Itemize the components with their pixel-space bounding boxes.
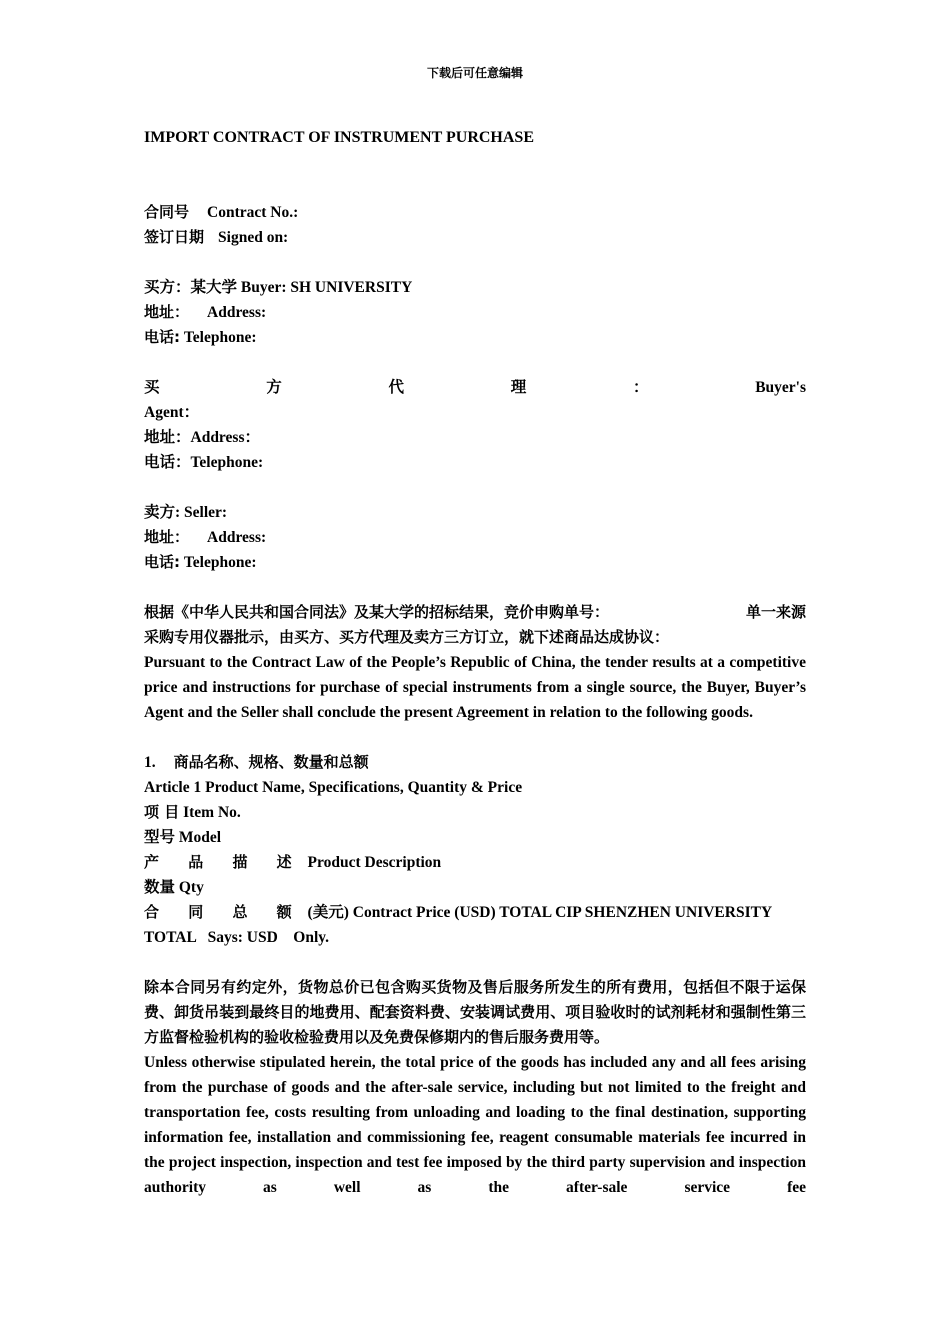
contract-price-line (144, 900, 806, 925)
seller-address-line (144, 525, 806, 550)
contract-no-label-cn: 合同号 (144, 203, 190, 221)
buyer-line: 买方：某大学 Buyer: SH UNIVERSITY (144, 279, 413, 296)
buyer-agent-line-2: Agent： (144, 404, 200, 421)
buyer-address-cn: 地址： (144, 303, 190, 321)
pursuant-cn-part-a: 根据《中华人民共和国合同法》及某大学的招标结果，竞价申购单号： (144, 603, 610, 621)
contract-price-cn: 合 同 总 额 (144, 903, 304, 921)
qty-line: 数量 Qty (144, 879, 204, 896)
seller-tel-en: Telephone: (183, 554, 257, 571)
item-no-cn: 项 目 (144, 803, 180, 821)
buyer-tel-cn: 电话: (144, 328, 180, 346)
price-clause-en-paragraph: Unless otherwise stipulated herein, the total price of the goods has included any and all fees arising from the purchase of goods and the after-sale service, including but not limited to the freight and transportation fee, costs resulting from unloading and loading to the final destination, supporting information fee, installation and commissioning fee, reagent consumable materials fee incurred in the project inspection, inspection and test fee imposed by the third party supervision and inspection authority as well as the after-sale service fee (144, 1054, 806, 1196)
contract-document (144, 125, 806, 1200)
page-header-note: 下载后可任意编辑 (426, 66, 523, 80)
buyer-tel-en: Telephone: (183, 329, 257, 346)
contract-no-label-en: Contract No.: (207, 204, 299, 221)
pursuant-cn-part-b: 单一来源 (745, 603, 806, 621)
product-description-cn: 产 品 描 述 (144, 853, 304, 871)
model-line: 型号 Model (144, 829, 222, 846)
product-description-en: Product Description (307, 854, 442, 871)
seller-telephone-line (144, 550, 806, 575)
signed-on-label-en: Signed on: (218, 229, 289, 246)
buyer-agent-telephone-line: 电话：Telephone: (144, 454, 264, 471)
seller-tel-cn: 电话: (144, 553, 180, 571)
total-says-line: TOTAL Says: USD Only. (144, 929, 330, 946)
pursuant-cn-line-1 (144, 600, 806, 625)
buyer-agent-address-line: 地址：Address： (144, 429, 260, 446)
pursuant-en-paragraph: Pursuant to the Contract Law of the People’s Republic of China, the tender results at a competitive price and instructions for purchase of special instruments from a single source, the Buyer, Buyer’s Agent and the Seller shall conclude the present Agreement in relation to the following goods. (144, 654, 806, 721)
seller-line: 卖方: Seller: (144, 504, 228, 521)
article-1-cn-title: 商品名称、规格、数量和总额 (173, 753, 369, 771)
price-clause-cn-paragraph: 除本合同另有约定外，货物总价已包含购买货物及售后服务所发生的所有费用，包括但不限于运保费、卸货吊装到最终目的地费用、配套资料费、安装调试费用、项目验收时的试剂耗材和强制性第三方监督检验机构的验收检验费用以及免费保修期内的售后服务费用等。 (144, 978, 806, 1046)
seller-address-cn: 地址： (144, 528, 190, 546)
buyer-address-line (144, 300, 806, 325)
pursuant-cn-line-2: 采购专用仪器批示，由买方、买方代理及卖方三方订立，就下述商品达成协议： (144, 628, 670, 646)
signed-on-line (144, 225, 806, 250)
product-description-line (144, 850, 806, 875)
buyer-address-en: Address: (207, 304, 267, 321)
contract-price-en: (美元) Contract Price (USD) TOTAL CIP SHENZHEN UNIVERSITY (307, 904, 773, 921)
item-no-en: Item No. (183, 804, 241, 821)
item-no-line (144, 800, 806, 825)
contract-title: IMPORT CONTRACT OF INSTRUMENT PURCHASE (144, 129, 534, 146)
article-1-en-heading: Article 1 Product Name, Specifications, Quantity & Price (144, 779, 523, 796)
buyer-telephone-line (144, 325, 806, 350)
signed-on-label-cn: 签订日期 (144, 228, 205, 246)
contract-no-line (144, 200, 806, 225)
article-1-number: 1. (144, 754, 156, 771)
article-1-cn-heading (144, 750, 806, 775)
buyer-agent-line: 买 方 代 理 ： Buyer's (144, 379, 806, 396)
seller-address-en: Address: (207, 529, 267, 546)
